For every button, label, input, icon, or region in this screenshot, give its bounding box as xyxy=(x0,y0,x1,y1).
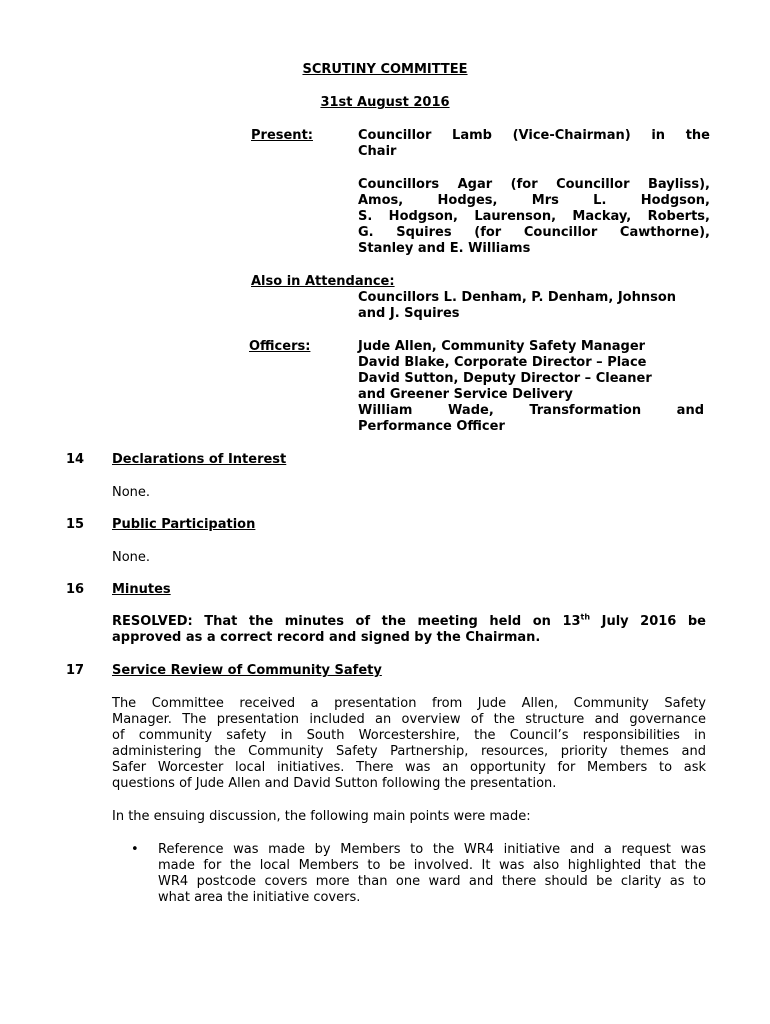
paragraph-line: Manager. The presentation included an overview of the structure and governance xyxy=(112,712,706,727)
committee-title: SCRUTINY COMMITTEE xyxy=(302,62,468,77)
officers-label: Officers: xyxy=(249,339,311,354)
section-heading-public-participation: Public Participation xyxy=(112,517,256,532)
paragraph-line: The Committee received a presentation from Jude Allen, Community Safety xyxy=(112,696,706,711)
paragraph-line: Safer Worcester local initiatives. There was an opportunity for Members to ask xyxy=(112,760,706,775)
present-members-line: S. Hodgson, Laurenson, Mackay, Roberts, xyxy=(358,209,710,224)
section-number: 15 xyxy=(66,517,85,532)
present-label: Present: xyxy=(251,128,313,143)
officer-line: Jude Allen, Community Safety Manager xyxy=(358,339,646,354)
bullet-line: what area the initiative covers. xyxy=(158,890,361,905)
discussion-intro: In the ensuing discussion, the following main points were made: xyxy=(112,809,531,824)
officer-line: Performance Officer xyxy=(358,419,505,434)
section-body: None. xyxy=(112,485,151,500)
officer-line: William Wade, Transformation and xyxy=(358,403,704,418)
paragraph-line: questions of Jude Allen and David Sutton following the presentation. xyxy=(112,776,557,791)
section-number: 17 xyxy=(66,663,85,678)
bullet-icon: • xyxy=(131,842,139,857)
officer-line: and Greener Service Delivery xyxy=(358,387,573,402)
meeting-date: 31st August 2016 xyxy=(320,95,450,110)
resolution-line2: approved as a correct record and signed by the Chairman. xyxy=(112,630,541,645)
resolution-line1 xyxy=(112,614,706,630)
section-heading-minutes: Minutes xyxy=(112,582,171,597)
present-members-line: G. Squires (for Councillor Cawthorne), xyxy=(358,225,710,240)
section-number: 16 xyxy=(66,582,85,597)
paragraph-line: administering the Community Safety Partnership, resources, priority themes and xyxy=(112,744,706,759)
section-heading-service-review: Service Review of Community Safety xyxy=(112,663,382,678)
section-number: 14 xyxy=(66,452,85,467)
also-in-attendance-line: Councillors L. Denham, P. Denham, Johnson xyxy=(358,290,677,305)
section-heading-declarations: Declarations of Interest xyxy=(112,452,287,467)
also-in-attendance-label: Also in Attendance: xyxy=(251,274,395,289)
present-members-line: Stanley and E. Williams xyxy=(358,241,531,256)
present-members-line: Amos, Hodges, Mrs L. Hodgson, xyxy=(358,193,710,208)
also-in-attendance-line: and J. Squires xyxy=(358,306,460,321)
officer-line: David Sutton, Deputy Director – Cleaner xyxy=(358,371,652,386)
resolution-superscript: th xyxy=(580,612,591,622)
officer-line: David Blake, Corporate Director – Place xyxy=(358,355,647,370)
bullet-line: Reference was made by Members to the WR4 initiative and a request was xyxy=(158,842,706,857)
section-body: None. xyxy=(112,550,151,565)
resolution-text: July 2016 be xyxy=(590,614,706,629)
present-chair-line2: Chair xyxy=(358,144,397,159)
bullet-line: WR4 postcode covers more than one ward and there should be clarity as to xyxy=(158,874,706,889)
resolution-text: RESOLVED: That the minutes of the meeting held on 13 xyxy=(112,614,581,629)
paragraph-line: of community safety in South Worcestershire, the Council’s responsibilities in xyxy=(112,728,706,743)
present-members-line: Councillors Agar (for Councillor Bayliss), xyxy=(358,177,710,192)
bullet-line: made for the local Members to be involved. It was also highlighted that the xyxy=(158,858,706,873)
present-chair-line1: Councillor Lamb (Vice-Chairman) in the xyxy=(358,128,710,143)
